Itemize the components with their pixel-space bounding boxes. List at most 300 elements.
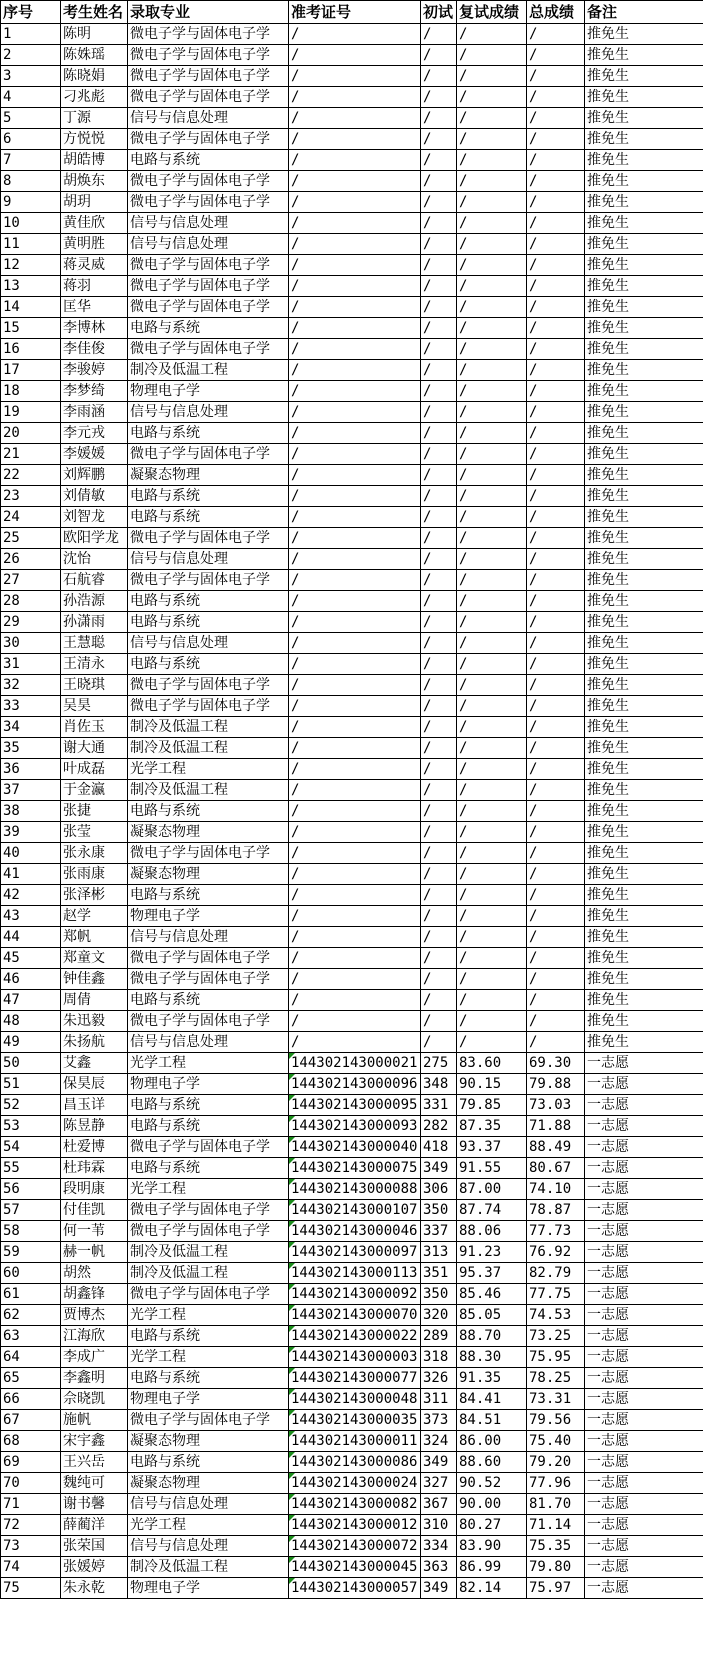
cell-exam-id: 144302143000011 bbox=[289, 1431, 421, 1452]
cell-index: 8 bbox=[1, 171, 61, 192]
cell-retest-score: / bbox=[457, 549, 527, 570]
cell-retest-score: / bbox=[457, 45, 527, 66]
cell-name: 朱扬航 bbox=[61, 1032, 128, 1053]
cell-retest-score: / bbox=[457, 234, 527, 255]
table-row bbox=[1, 465, 703, 486]
cell-exam-id: / bbox=[289, 717, 421, 738]
cell-name: 胡皓博 bbox=[61, 150, 128, 171]
cell-prelim-score: 313 bbox=[421, 1242, 457, 1263]
cell-index: 56 bbox=[1, 1179, 61, 1200]
cell-name: 王慧聪 bbox=[61, 633, 128, 654]
cell-retest-score: / bbox=[457, 318, 527, 339]
cell-retest-score: / bbox=[457, 171, 527, 192]
cell-prelim-score: 331 bbox=[421, 1095, 457, 1116]
cell-retest-score: / bbox=[457, 738, 527, 759]
cell-total-score: / bbox=[527, 423, 585, 444]
cell-name: 何一苇 bbox=[61, 1221, 128, 1242]
cell-remark: 推免生 bbox=[585, 822, 703, 843]
cell-remark: 推免生 bbox=[585, 171, 703, 192]
cell-prelim-score: / bbox=[421, 486, 457, 507]
cell-index: 9 bbox=[1, 192, 61, 213]
cell-remark: 一志愿 bbox=[585, 1347, 703, 1368]
cell-retest-score: / bbox=[457, 402, 527, 423]
cell-name: 李梦绮 bbox=[61, 381, 128, 402]
cell-major: 微电子学与固体电子学 bbox=[128, 969, 289, 990]
cell-name: 薛蔺洋 bbox=[61, 1515, 128, 1536]
cell-exam-id: 144302143000040 bbox=[289, 1137, 421, 1158]
cell-total-score: 80.67 bbox=[527, 1158, 585, 1179]
cell-prelim-score: / bbox=[421, 1032, 457, 1053]
cell-major: 制冷及低温工程 bbox=[128, 1242, 289, 1263]
cell-retest-score: 85.46 bbox=[457, 1284, 527, 1305]
cell-major: 微电子学与固体电子学 bbox=[128, 87, 289, 108]
cell-major: 光学工程 bbox=[128, 1053, 289, 1074]
cell-name: 沈怡 bbox=[61, 549, 128, 570]
cell-name: 方悦悦 bbox=[61, 129, 128, 150]
cell-index: 24 bbox=[1, 507, 61, 528]
cell-total-score: / bbox=[527, 738, 585, 759]
table-row bbox=[1, 1284, 703, 1305]
cell-exam-id: / bbox=[289, 108, 421, 129]
table-row bbox=[1, 171, 703, 192]
cell-name: 胡玥 bbox=[61, 192, 128, 213]
table-row bbox=[1, 1326, 703, 1347]
cell-name: 周倩 bbox=[61, 990, 128, 1011]
cell-retest-score: 87.74 bbox=[457, 1200, 527, 1221]
cell-total-score: 74.10 bbox=[527, 1179, 585, 1200]
cell-name: 贾博杰 bbox=[61, 1305, 128, 1326]
cell-retest-score: 90.00 bbox=[457, 1494, 527, 1515]
cell-total-score: / bbox=[527, 108, 585, 129]
cell-total-score: / bbox=[527, 654, 585, 675]
cell-prelim-score: / bbox=[421, 738, 457, 759]
table-row bbox=[1, 1410, 703, 1431]
cell-retest-score: 80.27 bbox=[457, 1515, 527, 1536]
table-row bbox=[1, 444, 703, 465]
cell-name: 郑帆 bbox=[61, 927, 128, 948]
cell-major: 微电子学与固体电子学 bbox=[128, 171, 289, 192]
cell-name: 胡焕东 bbox=[61, 171, 128, 192]
cell-total-score: 79.88 bbox=[527, 1074, 585, 1095]
cell-exam-id: / bbox=[289, 444, 421, 465]
cell-exam-id: / bbox=[289, 360, 421, 381]
cell-retest-score: / bbox=[457, 1032, 527, 1053]
table-row bbox=[1, 1452, 703, 1473]
cell-total-score: / bbox=[527, 843, 585, 864]
cell-major: 电路与系统 bbox=[128, 1158, 289, 1179]
cell-total-score: 81.70 bbox=[527, 1494, 585, 1515]
cell-remark: 推免生 bbox=[585, 108, 703, 129]
table-row bbox=[1, 1179, 703, 1200]
table-row bbox=[1, 780, 703, 801]
cell-remark: 推免生 bbox=[585, 612, 703, 633]
cell-prelim-score: / bbox=[421, 192, 457, 213]
cell-retest-score: / bbox=[457, 507, 527, 528]
cell-retest-score: 86.99 bbox=[457, 1557, 527, 1578]
cell-remark: 推免生 bbox=[585, 549, 703, 570]
cell-exam-id: / bbox=[289, 150, 421, 171]
cell-exam-id: / bbox=[289, 192, 421, 213]
cell-prelim-score: 324 bbox=[421, 1431, 457, 1452]
cell-total-score: / bbox=[527, 192, 585, 213]
cell-prelim-score: 282 bbox=[421, 1116, 457, 1137]
cell-name: 段明康 bbox=[61, 1179, 128, 1200]
cell-retest-score: 91.23 bbox=[457, 1242, 527, 1263]
cell-major: 信号与信息处理 bbox=[128, 633, 289, 654]
cell-remark: 推免生 bbox=[585, 339, 703, 360]
cell-exam-id: 144302143000072 bbox=[289, 1536, 421, 1557]
cell-major: 电路与系统 bbox=[128, 612, 289, 633]
cell-total-score: / bbox=[527, 381, 585, 402]
cell-index: 1 bbox=[1, 24, 61, 45]
cell-major: 信号与信息处理 bbox=[128, 234, 289, 255]
cell-retest-score: 79.85 bbox=[457, 1095, 527, 1116]
cell-remark: 推免生 bbox=[585, 801, 703, 822]
cell-name: 郑童文 bbox=[61, 948, 128, 969]
table-row bbox=[1, 675, 703, 696]
table-row bbox=[1, 969, 703, 990]
cell-total-score: / bbox=[527, 906, 585, 927]
cell-remark: 推免生 bbox=[585, 465, 703, 486]
cell-retest-score: / bbox=[457, 843, 527, 864]
cell-total-score: / bbox=[527, 696, 585, 717]
cell-index: 7 bbox=[1, 150, 61, 171]
cell-exam-id: / bbox=[289, 339, 421, 360]
cell-exam-id: / bbox=[289, 129, 421, 150]
cell-name: 李博林 bbox=[61, 318, 128, 339]
cell-retest-score: / bbox=[457, 885, 527, 906]
cell-major: 凝聚态物理 bbox=[128, 1431, 289, 1452]
table-row bbox=[1, 297, 703, 318]
cell-exam-id: 144302143000088 bbox=[289, 1179, 421, 1200]
cell-prelim-score: / bbox=[421, 297, 457, 318]
table-row bbox=[1, 717, 703, 738]
cell-index: 71 bbox=[1, 1494, 61, 1515]
cell-remark: 推免生 bbox=[585, 423, 703, 444]
cell-remark: 一志愿 bbox=[585, 1536, 703, 1557]
cell-exam-id: / bbox=[289, 465, 421, 486]
cell-exam-id: / bbox=[289, 318, 421, 339]
cell-major: 微电子学与固体电子学 bbox=[128, 696, 289, 717]
cell-name: 叶成磊 bbox=[61, 759, 128, 780]
cell-major: 微电子学与固体电子学 bbox=[128, 1284, 289, 1305]
cell-index: 4 bbox=[1, 87, 61, 108]
cell-name: 赵学 bbox=[61, 906, 128, 927]
cell-exam-id: / bbox=[289, 780, 421, 801]
cell-prelim-score: / bbox=[421, 150, 457, 171]
cell-name: 宋宇鑫 bbox=[61, 1431, 128, 1452]
cell-retest-score: / bbox=[457, 591, 527, 612]
cell-total-score: / bbox=[527, 570, 585, 591]
cell-remark: 推免生 bbox=[585, 969, 703, 990]
cell-retest-score: / bbox=[457, 696, 527, 717]
cell-major: 微电子学与固体电子学 bbox=[128, 66, 289, 87]
cell-major: 电路与系统 bbox=[128, 1452, 289, 1473]
cell-remark: 推免生 bbox=[585, 633, 703, 654]
cell-index: 33 bbox=[1, 696, 61, 717]
cell-index: 45 bbox=[1, 948, 61, 969]
cell-total-score: / bbox=[527, 969, 585, 990]
table-row bbox=[1, 738, 703, 759]
cell-prelim-score: / bbox=[421, 234, 457, 255]
cell-name: 昌玉详 bbox=[61, 1095, 128, 1116]
cell-total-score: / bbox=[527, 885, 585, 906]
cell-name: 杜玮霖 bbox=[61, 1158, 128, 1179]
cell-prelim-score: / bbox=[421, 276, 457, 297]
cell-index: 43 bbox=[1, 906, 61, 927]
cell-prelim-score: / bbox=[421, 213, 457, 234]
col-header-index: 序号 bbox=[1, 1, 61, 24]
cell-major: 微电子学与固体电子学 bbox=[128, 276, 289, 297]
cell-prelim-score: / bbox=[421, 45, 457, 66]
cell-total-score: 82.79 bbox=[527, 1263, 585, 1284]
cell-exam-id: 144302143000024 bbox=[289, 1473, 421, 1494]
cell-index: 31 bbox=[1, 654, 61, 675]
cell-total-score: 77.73 bbox=[527, 1221, 585, 1242]
cell-prelim-score: / bbox=[421, 990, 457, 1011]
cell-name: 胡鑫锋 bbox=[61, 1284, 128, 1305]
cell-index: 25 bbox=[1, 528, 61, 549]
cell-name: 李元戎 bbox=[61, 423, 128, 444]
cell-total-score: / bbox=[527, 339, 585, 360]
cell-total-score: / bbox=[527, 87, 585, 108]
cell-index: 23 bbox=[1, 486, 61, 507]
cell-retest-score: 82.14 bbox=[457, 1578, 527, 1599]
cell-remark: 推免生 bbox=[585, 696, 703, 717]
cell-major: 电路与系统 bbox=[128, 885, 289, 906]
cell-index: 37 bbox=[1, 780, 61, 801]
cell-name: 赫一帆 bbox=[61, 1242, 128, 1263]
cell-prelim-score: / bbox=[421, 822, 457, 843]
cell-exam-id: / bbox=[289, 507, 421, 528]
cell-exam-id: 144302143000035 bbox=[289, 1410, 421, 1431]
cell-remark: 一志愿 bbox=[585, 1221, 703, 1242]
cell-name: 张荣国 bbox=[61, 1536, 128, 1557]
cell-name: 魏纯可 bbox=[61, 1473, 128, 1494]
cell-major: 凝聚态物理 bbox=[128, 1473, 289, 1494]
cell-name: 孙潇雨 bbox=[61, 612, 128, 633]
cell-name: 欧阳学龙 bbox=[61, 528, 128, 549]
table-row bbox=[1, 570, 703, 591]
cell-index: 6 bbox=[1, 129, 61, 150]
cell-prelim-score: / bbox=[421, 906, 457, 927]
cell-index: 28 bbox=[1, 591, 61, 612]
cell-exam-id: 144302143000086 bbox=[289, 1452, 421, 1473]
cell-major: 电路与系统 bbox=[128, 507, 289, 528]
cell-name: 钟佳鑫 bbox=[61, 969, 128, 990]
cell-retest-score: / bbox=[457, 969, 527, 990]
cell-index: 41 bbox=[1, 864, 61, 885]
cell-remark: 推免生 bbox=[585, 381, 703, 402]
cell-prelim-score: 311 bbox=[421, 1389, 457, 1410]
cell-name: 张永康 bbox=[61, 843, 128, 864]
cell-prelim-score: / bbox=[421, 24, 457, 45]
cell-exam-id: 144302143000096 bbox=[289, 1074, 421, 1095]
cell-name: 李成广 bbox=[61, 1347, 128, 1368]
cell-major: 光学工程 bbox=[128, 1179, 289, 1200]
cell-prelim-score: / bbox=[421, 759, 457, 780]
cell-exam-id: 144302143000045 bbox=[289, 1557, 421, 1578]
cell-total-score: / bbox=[527, 276, 585, 297]
cell-name: 张捷 bbox=[61, 801, 128, 822]
cell-exam-id: / bbox=[289, 591, 421, 612]
cell-remark: 推免生 bbox=[585, 486, 703, 507]
cell-remark: 推免生 bbox=[585, 948, 703, 969]
cell-name: 佘晓凯 bbox=[61, 1389, 128, 1410]
cell-exam-id: 144302143000077 bbox=[289, 1368, 421, 1389]
cell-major: 微电子学与固体电子学 bbox=[128, 1221, 289, 1242]
cell-remark: 推免生 bbox=[585, 150, 703, 171]
cell-prelim-score: / bbox=[421, 87, 457, 108]
cell-prelim-score: / bbox=[421, 528, 457, 549]
table-row bbox=[1, 1536, 703, 1557]
cell-exam-id: 144302143000070 bbox=[289, 1305, 421, 1326]
cell-index: 40 bbox=[1, 843, 61, 864]
cell-total-score: 76.92 bbox=[527, 1242, 585, 1263]
cell-total-score: / bbox=[527, 864, 585, 885]
table-body bbox=[1, 24, 703, 1599]
table-row bbox=[1, 885, 703, 906]
cell-total-score: / bbox=[527, 528, 585, 549]
cell-name: 匡华 bbox=[61, 297, 128, 318]
cell-total-score: / bbox=[527, 612, 585, 633]
cell-major: 微电子学与固体电子学 bbox=[128, 843, 289, 864]
cell-retest-score: / bbox=[457, 381, 527, 402]
cell-major: 制冷及低温工程 bbox=[128, 780, 289, 801]
cell-index: 52 bbox=[1, 1095, 61, 1116]
cell-remark: 推免生 bbox=[585, 192, 703, 213]
cell-major: 凝聚态物理 bbox=[128, 465, 289, 486]
cell-prelim-score: 350 bbox=[421, 1284, 457, 1305]
cell-name: 施帆 bbox=[61, 1410, 128, 1431]
cell-exam-id: / bbox=[289, 381, 421, 402]
table-row bbox=[1, 990, 703, 1011]
table-row bbox=[1, 1074, 703, 1095]
cell-index: 39 bbox=[1, 822, 61, 843]
cell-remark: 推免生 bbox=[585, 297, 703, 318]
cell-name: 刘辉鹏 bbox=[61, 465, 128, 486]
cell-total-score: / bbox=[527, 297, 585, 318]
cell-total-score: 69.30 bbox=[527, 1053, 585, 1074]
cell-exam-id: / bbox=[289, 255, 421, 276]
cell-retest-score: / bbox=[457, 864, 527, 885]
cell-name: 杜爱博 bbox=[61, 1137, 128, 1158]
cell-index: 67 bbox=[1, 1410, 61, 1431]
cell-prelim-score: 327 bbox=[421, 1473, 457, 1494]
cell-index: 38 bbox=[1, 801, 61, 822]
cell-index: 14 bbox=[1, 297, 61, 318]
cell-prelim-score: / bbox=[421, 654, 457, 675]
cell-major: 电路与系统 bbox=[128, 1095, 289, 1116]
cell-index: 29 bbox=[1, 612, 61, 633]
table-row bbox=[1, 906, 703, 927]
cell-name: 朱永乾 bbox=[61, 1578, 128, 1599]
col-header-total-score: 总成绩 bbox=[527, 1, 585, 24]
cell-total-score: / bbox=[527, 360, 585, 381]
cell-remark: 推免生 bbox=[585, 864, 703, 885]
cell-prelim-score: / bbox=[421, 885, 457, 906]
col-header-remark: 备注 bbox=[585, 1, 703, 24]
cell-retest-score: 90.15 bbox=[457, 1074, 527, 1095]
cell-major: 信号与信息处理 bbox=[128, 402, 289, 423]
cell-remark: 推免生 bbox=[585, 360, 703, 381]
cell-prelim-score: / bbox=[421, 465, 457, 486]
cell-remark: 推免生 bbox=[585, 255, 703, 276]
cell-retest-score: / bbox=[457, 780, 527, 801]
cell-exam-id: 144302143000092 bbox=[289, 1284, 421, 1305]
cell-retest-score: 84.51 bbox=[457, 1410, 527, 1431]
cell-prelim-score: / bbox=[421, 864, 457, 885]
cell-exam-id: / bbox=[289, 864, 421, 885]
table-row bbox=[1, 213, 703, 234]
cell-name: 黄明胜 bbox=[61, 234, 128, 255]
cell-prelim-score: / bbox=[421, 255, 457, 276]
cell-exam-id: 144302143000107 bbox=[289, 1200, 421, 1221]
cell-exam-id: 144302143000022 bbox=[289, 1326, 421, 1347]
cell-index: 30 bbox=[1, 633, 61, 654]
cell-retest-score: / bbox=[457, 339, 527, 360]
cell-exam-id: / bbox=[289, 759, 421, 780]
table-row bbox=[1, 549, 703, 570]
cell-remark: 推免生 bbox=[585, 591, 703, 612]
cell-retest-score: / bbox=[457, 486, 527, 507]
cell-remark: 一志愿 bbox=[585, 1179, 703, 1200]
cell-major: 微电子学与固体电子学 bbox=[128, 255, 289, 276]
cell-name: 刘智龙 bbox=[61, 507, 128, 528]
table-row bbox=[1, 654, 703, 675]
cell-exam-id: / bbox=[289, 171, 421, 192]
cell-prelim-score: / bbox=[421, 444, 457, 465]
cell-retest-score: / bbox=[457, 87, 527, 108]
cell-major: 制冷及低温工程 bbox=[128, 360, 289, 381]
table-row bbox=[1, 1389, 703, 1410]
table-row bbox=[1, 1032, 703, 1053]
cell-index: 49 bbox=[1, 1032, 61, 1053]
cell-total-score: 79.20 bbox=[527, 1452, 585, 1473]
cell-name: 吴昊 bbox=[61, 696, 128, 717]
cell-remark: 推免生 bbox=[585, 885, 703, 906]
table-row bbox=[1, 24, 703, 45]
cell-remark: 一志愿 bbox=[585, 1263, 703, 1284]
table-row bbox=[1, 381, 703, 402]
cell-exam-id: 144302143000113 bbox=[289, 1263, 421, 1284]
cell-prelim-score: 310 bbox=[421, 1515, 457, 1536]
cell-prelim-score: / bbox=[421, 339, 457, 360]
cell-prelim-score: / bbox=[421, 717, 457, 738]
cell-exam-id: 144302143000048 bbox=[289, 1389, 421, 1410]
cell-total-score: 78.87 bbox=[527, 1200, 585, 1221]
cell-retest-score: 95.37 bbox=[457, 1263, 527, 1284]
cell-index: 70 bbox=[1, 1473, 61, 1494]
cell-total-score: / bbox=[527, 717, 585, 738]
table-row bbox=[1, 1305, 703, 1326]
cell-retest-score: / bbox=[457, 66, 527, 87]
table-row bbox=[1, 1158, 703, 1179]
cell-name: 李媛媛 bbox=[61, 444, 128, 465]
cell-remark: 一志愿 bbox=[585, 1452, 703, 1473]
cell-exam-id: / bbox=[289, 822, 421, 843]
cell-prelim-score: / bbox=[421, 948, 457, 969]
cell-exam-id: / bbox=[289, 927, 421, 948]
cell-exam-id: / bbox=[289, 213, 421, 234]
table-row bbox=[1, 1200, 703, 1221]
cell-index: 59 bbox=[1, 1242, 61, 1263]
cell-major: 微电子学与固体电子学 bbox=[128, 1011, 289, 1032]
cell-remark: 一志愿 bbox=[585, 1305, 703, 1326]
cell-retest-score: 85.05 bbox=[457, 1305, 527, 1326]
cell-remark: 推免生 bbox=[585, 843, 703, 864]
cell-index: 34 bbox=[1, 717, 61, 738]
